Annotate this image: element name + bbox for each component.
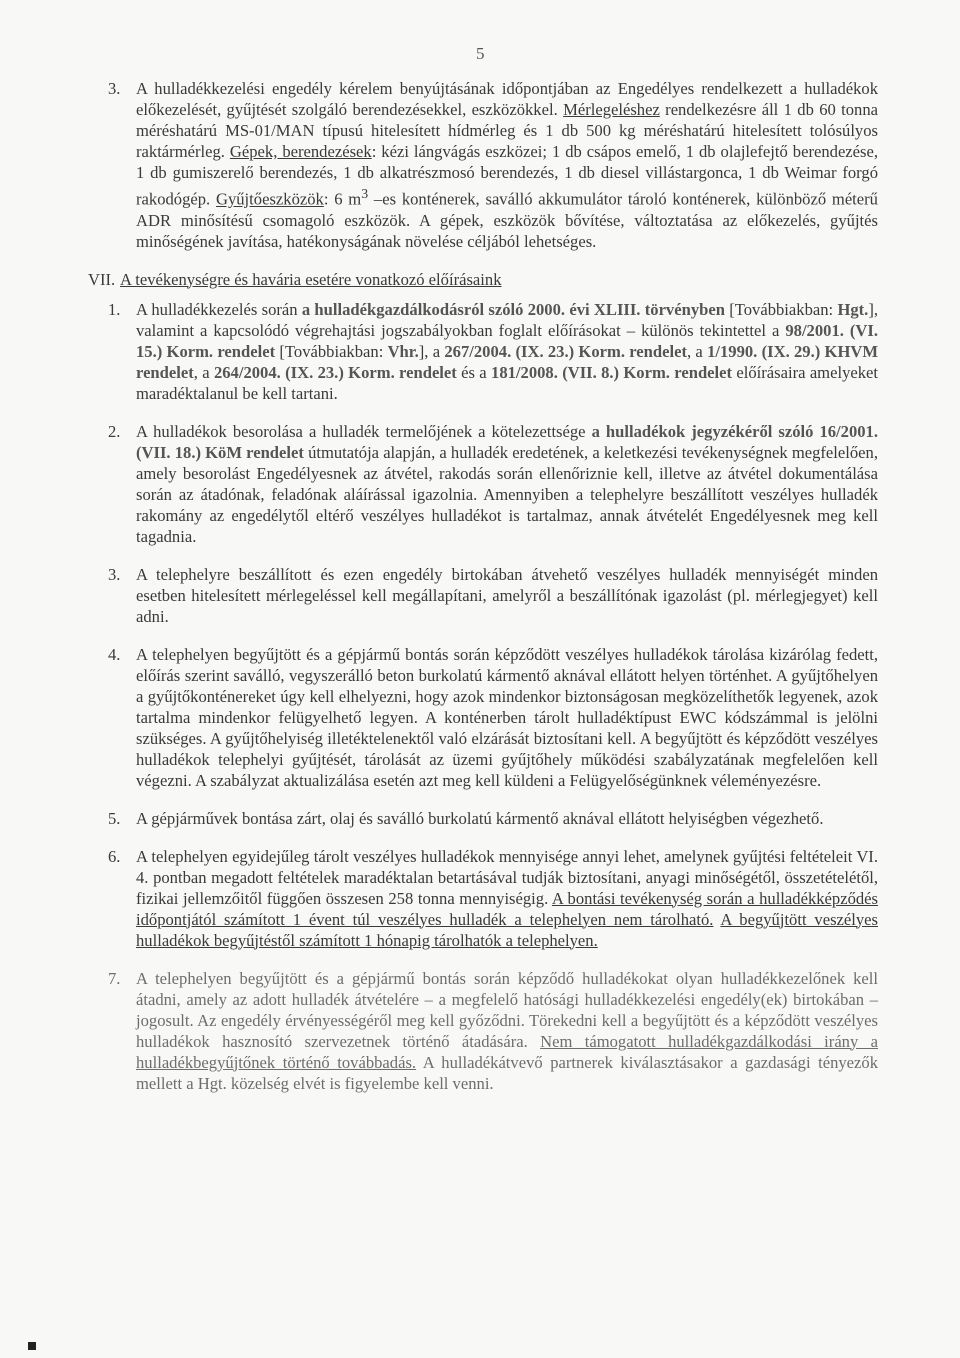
law-reference: 264/2004. (IX. 23.) Korm. rendelet xyxy=(213,362,457,382)
text: : kézi lángvágás eszközei; 1 db csápos emelő, 1 db olajlefejtő berendezése, 1 db gumiszerelő berendezés, 1 db alkatrészmosó berendezés, 1 db diesel villástargonca, 1 db Weimar forgó rakodógép. xyxy=(136,142,879,209)
text: A telephelyen begyűjtött és a gépjármű bontás során képződött veszélyes hulladékok tárolása kizárólag fedett, előírás szerint saválló, vegyszerálló beton burkolatú kármentő aknával ellátott helyen történhet. A gyűjtőhelyen a gyűjtőkonténereket úgy kell elhelyezni, hogy azok mindenkor biztonságosan megközelíthetők legyenek, azok tartalma mindenkor felügyelhető legyen. A konténerben tárolt hulladéktípust EWC kódszámmal is jelölni szükséges. A gyűjtőhelyiség illetéktelenektől való elzárását biztosítani kell. A begyűjtött és képződött veszélyes hulladékok telephelyi gyűjtését, tárolását az üzemi gyűjtőhely működési szabályzatának megfelelően kell végezni. A szabályzat aktualizálása esetén azt meg kell küldeni a Felügyelőségünknek véleményezésre. xyxy=(136,644,878,790)
text: rendelkezésre áll 1 db 60 tonna méréshatárú MS-01/MAN típusú hitelesített hídmérleg és 1 db 500 kg méréshatárú hitelesített tolósúlyos raktármérleg. xyxy=(136,100,878,161)
text: útmutatója alapján, a hulladék eredetének, a keletkezési tevékenységnek megfelelően, amely besorolást Engedélyesnek az átvétel, rakodás során ellenőriznie kell, illetve az átvétel dokumentálása során az átadónak, feladónak aláírással igazolnia. Amennyiben a telephelyre beszállított veszélyes hulladék rakomány az engedélytől eltérő veszélyes hulladékot is tartalmaz, annak átvételét Engedélyesnek meg kell tagadnia. xyxy=(136,442,878,546)
text: , a xyxy=(193,362,214,382)
item-number: 4. xyxy=(108,644,121,664)
text: , a xyxy=(687,341,708,361)
item-number: 6. xyxy=(108,846,121,866)
list-item xyxy=(108,808,878,829)
law-reference: a hulladékgazdálkodásról szóló 2000. évi XLIII. törvényben xyxy=(301,299,725,319)
text: [Továbbiakban: xyxy=(724,299,838,319)
text: A telephelyen egyidejűleg tárolt veszélyes hulladékok mennyisége annyi lehet, amelynek gyűjtési feltételeit VI. 4. pontban megadott feltételek maradéktalan betartásával tudják biztosítani, anyagi minőségétől, összetételétől, fizikai jellemzőitől függően összesen 258 tonna mennyiségig. xyxy=(136,846,878,908)
text: : 6 m xyxy=(323,189,362,209)
section-title: A tevékenységre és havária esetére vonatkozó előírásaink xyxy=(120,269,502,289)
underlined-heading: Mérlegeléshez xyxy=(563,100,660,119)
text: előírásaira amelyeket maradéktalanul be kell tartani. xyxy=(136,362,878,403)
underlined-heading: Gépek, berendezések xyxy=(229,142,372,161)
law-reference: Hgt. xyxy=(837,299,869,319)
underlined-text: A bontási tevékenység során a hulladékképződés időpontjától számított 1 évent túl veszélyes hulladék a telephelyen nem tárolható. xyxy=(136,888,878,929)
list-item xyxy=(108,299,878,404)
scan-mark xyxy=(28,1342,36,1350)
text: és a xyxy=(456,362,492,382)
page-number: 5 xyxy=(476,44,485,63)
list-item xyxy=(108,644,878,791)
law-reference: a hulladékok jegyzékéről szóló 16/2001. (VII. 18.) KöM rendelet xyxy=(136,421,878,462)
law-reference: 181/2008. (VII. 8.) Korm. rendelet xyxy=(491,362,733,382)
underlined-text: Nem támogatott hulladékgazdálkodási irány a hulladékbegyűjtőnek történő továbbadás. xyxy=(136,1031,878,1072)
list-item xyxy=(108,421,878,547)
list-item xyxy=(108,564,878,627)
item-number: 2. xyxy=(108,421,121,441)
text: A hulladékkezelési engedély kérelem benyújtásának időpontjában az Engedélyes rendelkezett a hulladékok előkezelését, gyűjtését szolgáló berendezésekkel, eszközökkel. xyxy=(136,79,878,119)
superscript: 3 xyxy=(361,186,369,201)
item-number: 7. xyxy=(108,968,121,988)
text: A telephelyen begyűjtött és a gépjármű bontás során képződő hulladékokat olyan hulladékkezelőnek kell átadni, amely az adott hulladék átvételére – a megfelelő hatósági hulladékkezelési engedély(ek) birtokában – jogosult. Az engedély érvényességéről meg kell győződni. Törekedni kell a begyűjtött és a képződött veszélyes hulladékok hasznosító szervezetnek történő átadására. xyxy=(136,968,878,1051)
list-item xyxy=(108,968,878,1094)
text: ], valamint a kapcsolódó végrehajtási jogszabályokban foglalt előírásokat – különös tekintettel a xyxy=(136,299,879,340)
text: [Továbbiakban: xyxy=(275,341,388,361)
text: A hulladékkezelés során xyxy=(136,299,302,319)
item-number: 3. xyxy=(108,564,121,584)
text: A telephelyre beszállított és ezen engedély birtokában átvehető veszélyes hulladék mennyiségét minden esetben hitelesített mérlegeléssel kell megállapítani, amelyről a beszállítónak igazolást (pl. mérlegjegyet) kell adni. xyxy=(136,564,878,626)
text: –es konténerek, saválló akkumulátor tároló konténerek, különböző méterű ADR minősítésű csomagoló eszközök. A gépek, eszközök bővítése, változtatása az előkezelés, gyűjtés minőségének javítása, hatékonyságának növelése céljából lehetséges. xyxy=(136,189,878,251)
law-reference: Vhr. xyxy=(387,341,419,361)
item-number: 3. xyxy=(108,79,121,98)
section-heading xyxy=(88,269,878,290)
section-number: VII. xyxy=(88,269,116,289)
law-reference: 1/1990. (IX. 29.) KHVM rendelet xyxy=(136,341,878,382)
item-number: 1. xyxy=(108,299,121,319)
list-item xyxy=(108,846,878,951)
text: A hulladékátvevő partnerek kiválasztásakor a gazdasági tényezők mellett a Hgt. közelség elvét is figyelembe kell venni. xyxy=(136,1052,879,1093)
text: A hulladékok besorolása a hulladék termelőjének a kötelezettsége xyxy=(136,421,592,441)
law-reference: 98/2001. (VI. 15.) Korm. rendelet xyxy=(136,320,878,361)
item-number: 5. xyxy=(108,808,121,828)
text: A gépjárművek bontása zárt, olaj és saválló burkolatú kármentő aknával ellátott helyiségben végezhető. xyxy=(136,808,824,828)
paragraph-3 xyxy=(108,78,878,252)
law-reference: 267/2004. (IX. 23.) Korm. rendelet xyxy=(444,341,687,361)
text: ], a xyxy=(418,341,445,361)
document-body xyxy=(88,78,879,1111)
underlined-heading: Gyűjtőeszközök xyxy=(215,189,324,209)
underlined-text: A begyűjtött veszélyes hulladékok begyűjtéstől számított 1 hónapig tárolhatók a telephelyen. xyxy=(136,909,878,950)
